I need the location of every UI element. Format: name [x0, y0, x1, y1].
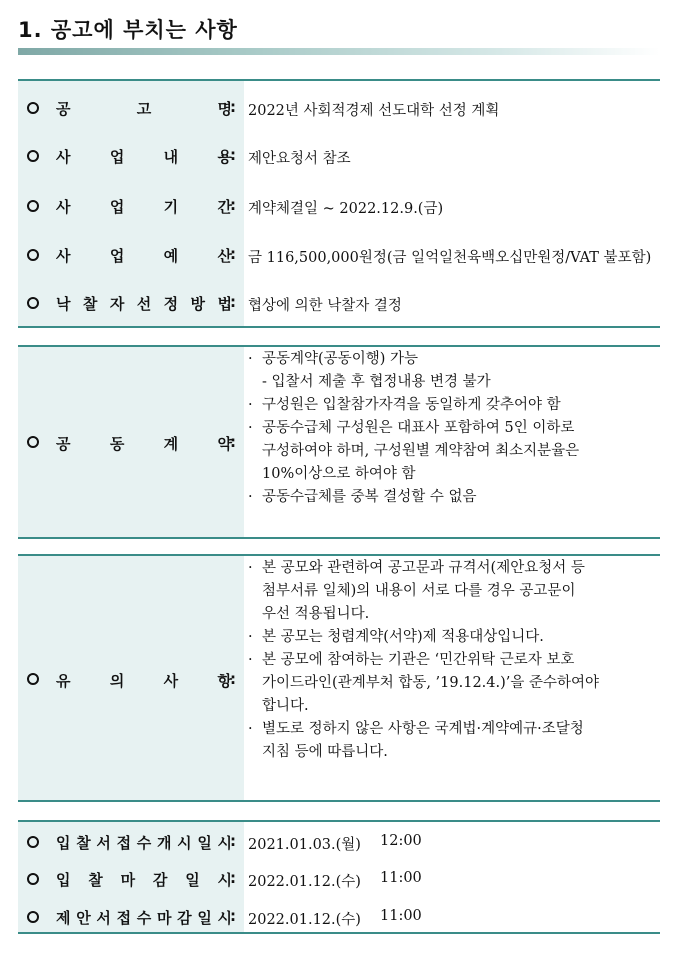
label-char: 접	[116, 834, 132, 852]
line-text: 가이드라인(관계부처 합동, ’19.12.4.)’을 준수하여야	[262, 675, 600, 691]
label-char: 업	[109, 198, 125, 216]
schedule-time: 11:00	[380, 870, 422, 886]
text-line	[248, 741, 656, 764]
label-char: 방	[190, 295, 206, 313]
label-char: 일	[197, 909, 212, 927]
dot-bullet: ·	[248, 397, 253, 413]
label-char: 시	[177, 834, 192, 852]
schedule-label	[56, 869, 232, 890]
label-char: 일	[197, 834, 212, 852]
consortium-lines	[248, 348, 656, 509]
label-char: 용	[217, 148, 232, 166]
info-label	[56, 98, 232, 119]
info-value: 협상에 의한 낙찰자 결정	[248, 298, 402, 314]
label-char: 안	[76, 909, 91, 927]
label-char: 정	[163, 295, 179, 313]
schedule-label	[56, 832, 232, 853]
colon: :	[230, 670, 236, 688]
circle-bullet-icon	[26, 672, 40, 686]
dot-bullet: ·	[248, 652, 253, 668]
text-line	[248, 603, 656, 626]
line-text: - 입찰서 제출 후 협정내용 변경 불가	[262, 374, 491, 390]
schedule-date: 2022.01.12.(수)	[248, 874, 361, 890]
colon: :	[230, 146, 236, 164]
label-char: 간	[217, 198, 232, 216]
circle-bullet-icon	[26, 296, 40, 310]
line-text: 구성하여야 하며, 구성원별 계약참여 최소지분율은	[262, 443, 580, 459]
text-line	[248, 486, 656, 509]
label-char: 산	[217, 247, 232, 265]
label-char: 낙	[56, 295, 71, 313]
text-line	[248, 718, 656, 741]
circle-bullet-icon	[26, 101, 40, 115]
label-char: 의	[109, 672, 125, 690]
text-line	[248, 672, 656, 695]
text-line	[248, 348, 656, 371]
schedule-date: 2022.01.12.(수)	[248, 912, 361, 928]
label-char: 업	[109, 148, 125, 166]
text-line	[248, 440, 656, 463]
line-text: 10%이상으로 하여야 함	[262, 466, 416, 482]
dot-bullet: ·	[248, 420, 253, 436]
circle-bullet-icon	[26, 149, 40, 163]
label-char: 명	[217, 100, 232, 118]
label-char: 감	[177, 909, 192, 927]
text-line	[248, 371, 656, 394]
label-char: 동	[109, 435, 125, 453]
info-value: 금 116,500,000원정(금 일억일천육백오십만원정/VAT 불포함)	[248, 250, 652, 266]
label-char: 항	[217, 672, 232, 690]
label-char: 접	[116, 909, 132, 927]
label-char: 수	[136, 834, 152, 852]
label-char: 찰	[82, 295, 98, 313]
label-char: 찰	[88, 871, 103, 889]
colon: :	[230, 98, 236, 116]
colon: :	[230, 245, 236, 263]
line-text: 첨부서류 일체)의 내용이 서로 다를 경우 공고문이	[262, 583, 576, 599]
label-char: 서	[96, 909, 111, 927]
label-char: 수	[136, 909, 152, 927]
label-char: 계	[163, 435, 179, 453]
schedule-time: 11:00	[380, 908, 422, 924]
text-line	[248, 417, 656, 440]
label-char: 제	[56, 909, 71, 927]
consortium-label	[56, 433, 232, 454]
label-char: 업	[109, 247, 125, 265]
label-char: 공	[56, 100, 71, 118]
dot-bullet: ·	[248, 721, 253, 737]
schedule-time: 12:00	[380, 833, 422, 849]
dot-bullet: ·	[248, 351, 253, 367]
text-line	[248, 649, 656, 672]
label-char: 감	[152, 871, 168, 889]
circle-bullet-icon	[26, 835, 40, 849]
line-text: 본 공모와 관련하여 공고문과 규격서(제안요청서 등	[262, 560, 585, 576]
label-char: 시	[217, 834, 232, 852]
circle-bullet-icon	[26, 910, 40, 924]
circle-bullet-icon	[26, 199, 40, 213]
label-char: 일	[185, 871, 200, 889]
label-char: 사	[56, 247, 71, 265]
consortium-table	[18, 345, 660, 539]
schedule-label	[56, 907, 232, 928]
label-char: 선	[136, 295, 152, 313]
info-table	[18, 79, 660, 328]
colon: :	[230, 869, 236, 887]
circle-bullet-icon	[26, 248, 40, 262]
notes-table	[18, 554, 660, 802]
line-text: 지침 등에 따릅니다.	[262, 744, 388, 760]
label-char: 고	[136, 100, 152, 118]
heading-underline	[18, 48, 660, 55]
schedule-table	[18, 820, 660, 934]
text-line	[248, 394, 656, 417]
label-char: 입	[56, 834, 71, 852]
info-label	[56, 245, 232, 266]
label-char: 기	[163, 198, 179, 216]
label-char: 개	[156, 834, 172, 852]
line-text: 공동수급체를 중복 결성할 수 없음	[262, 489, 477, 505]
text-line	[248, 626, 656, 649]
notes-lines	[248, 557, 656, 764]
colon: :	[230, 196, 236, 214]
notes-row	[18, 556, 660, 800]
label-char: 예	[163, 247, 179, 265]
line-text: 공동수급체 구성원은 대표사 포함하여 5인 이하로	[262, 420, 575, 436]
label-char: 찰	[76, 834, 91, 852]
label-char: 내	[163, 148, 179, 166]
label-char: 사	[163, 672, 179, 690]
text-line	[248, 695, 656, 718]
circle-bullet-icon	[26, 435, 40, 449]
schedule-date: 2021.01.03.(월)	[248, 837, 361, 853]
section-heading: 1. 공고에 부치는 사항	[18, 18, 238, 42]
dot-bullet: ·	[248, 629, 253, 645]
label-char: 사	[56, 198, 71, 216]
label-char: 시	[217, 871, 232, 889]
text-line	[248, 463, 656, 486]
label-char: 법	[217, 295, 232, 313]
label-char: 약	[217, 435, 232, 453]
line-text: 별도로 정하지 않은 사항은 국계법·계약예규·조달청	[262, 721, 584, 737]
info-label	[56, 146, 232, 167]
dot-bullet: ·	[248, 560, 253, 576]
line-text: 본 공모에 참여하는 기관은 ‘민간위탁 근로자 보호	[262, 652, 575, 668]
label-char: 마	[120, 871, 136, 889]
label-char: 유	[56, 672, 71, 690]
info-label	[56, 293, 232, 314]
circle-bullet-icon	[26, 872, 40, 886]
notes-label	[56, 670, 232, 691]
label-char: 공	[56, 435, 71, 453]
line-text: 공동계약(공동이행) 가능	[262, 351, 418, 367]
text-line	[248, 557, 656, 580]
label-char: 마	[156, 909, 172, 927]
line-text: 우선 적용됩니다.	[262, 606, 370, 622]
line-text: 본 공모는 청렴계약(서약)제 적용대상입니다.	[262, 629, 544, 645]
text-line	[248, 580, 656, 603]
info-value: 제안요청서 참조	[248, 151, 351, 167]
info-label	[56, 196, 232, 217]
colon: :	[230, 293, 236, 311]
consortium-row	[18, 347, 660, 537]
colon: :	[230, 907, 236, 925]
label-char: 시	[217, 909, 232, 927]
label-char: 사	[56, 148, 71, 166]
label-char: 입	[56, 871, 71, 889]
info-value: 2022년 사회적경제 선도대학 선정 계획	[248, 103, 500, 119]
line-text: 합니다.	[262, 698, 309, 714]
info-value: 계약체결일 ~ 2022.12.9.(금)	[248, 201, 444, 217]
label-char: 자	[109, 295, 125, 313]
dot-bullet: ·	[248, 489, 253, 505]
colon: :	[230, 433, 236, 451]
line-text: 구성원은 입찰참가자격을 동일하게 갖추어야 함	[262, 397, 561, 413]
label-char: 서	[96, 834, 111, 852]
colon: :	[230, 832, 236, 850]
